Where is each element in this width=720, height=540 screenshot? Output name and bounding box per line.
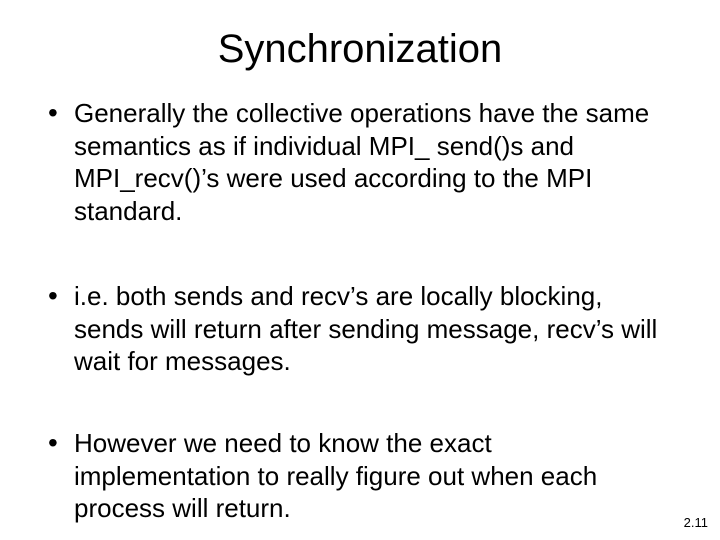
bullet-text: i.e. both sends and recv’s are locally blocking, sends will return after sending message, recv’s will wait for messages. <box>74 281 658 376</box>
bullet-dot-icon: • <box>48 97 58 128</box>
bullet-text: However we need to know the exact implementation to really figure out when each process will return. <box>74 428 598 523</box>
slide-title: Synchronization <box>217 27 503 71</box>
page-number: 2.11 <box>683 515 708 530</box>
bullet-dot-icon: • <box>48 427 58 458</box>
bullet-dot-icon: • <box>48 280 58 311</box>
bullet-text: Generally the collective operations have the same semantics as if individual MPI_ send()s and MPI_recv()’s were used according to the MPI standard. <box>74 98 650 226</box>
